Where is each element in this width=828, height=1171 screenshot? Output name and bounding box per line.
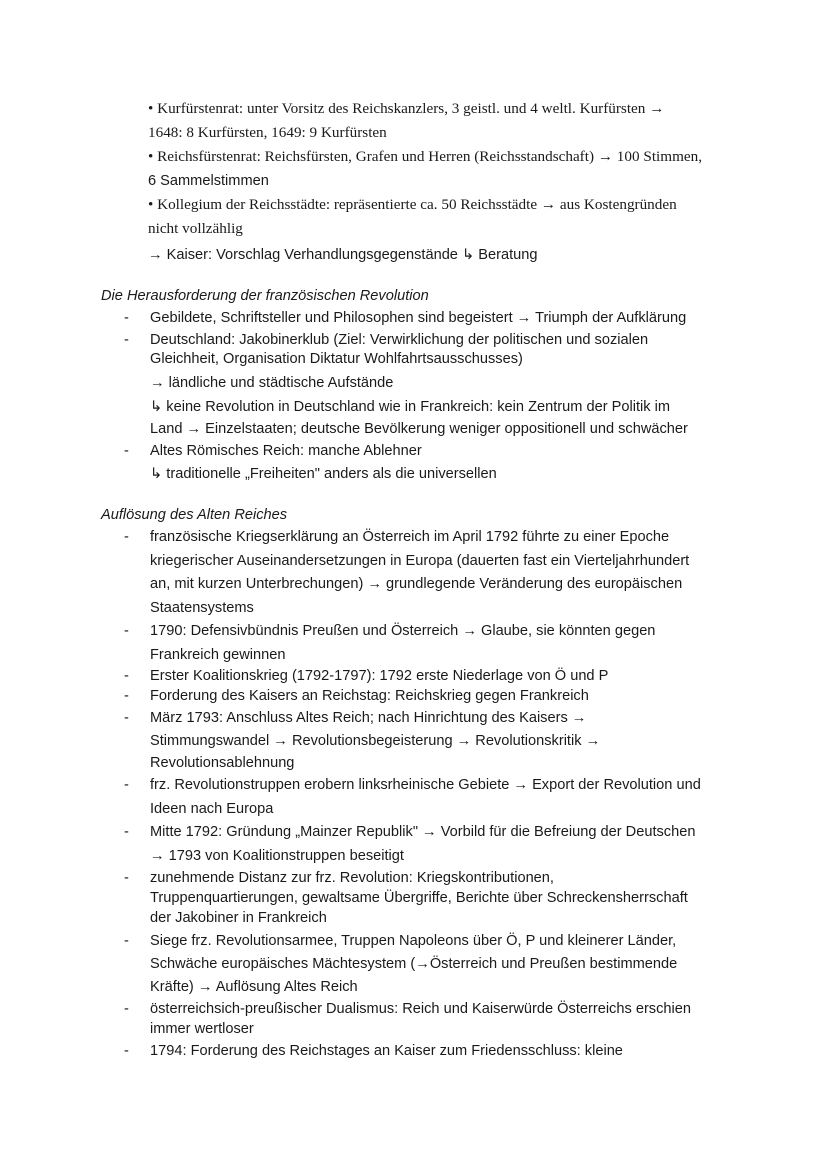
list-item: Gleichheit, Organisation Diktatur Wohlfahrtsausschusses) [150, 351, 523, 367]
kurfuerstenrat-line-2: 1648: 8 Kurfürsten, 1649: 9 Kurfürsten [148, 124, 387, 141]
bullet-dash: - [124, 824, 129, 840]
list-item: Siege frz. Revolutionsarmee, Truppen Napoleons über Ö, P und kleinerer Länder, [150, 933, 677, 949]
list-item: französische Kriegserklärung an Österreich im April 1792 führte zu einer Epoche [150, 529, 670, 545]
list-item: Deutschland: Jakobinerklub (Ziel: Verwirklichung der politischen und sozialen [150, 332, 649, 348]
bullet-dash: - [124, 443, 129, 459]
list-item: der Jakobiner in Frankreich [150, 910, 327, 926]
list-item: ↳ keine Revolution in Deutschland wie in Frankreich: kein Zentrum der Politik im [150, 399, 670, 415]
list-item: zunehmende Distanz zur frz. Revolution: Kriegskontributionen, [150, 870, 554, 886]
list-item: → ländliche und städtische Aufstände [150, 375, 394, 391]
reichsfuerstenrat-line-2: 6 Sammelstimmen [148, 173, 269, 189]
reichsstaedte-line-2: nicht vollzählig [148, 220, 243, 237]
list-item: Revolutionsablehnung [150, 755, 295, 771]
list-item: März 1793: Anschluss Altes Reich; nach Hinrichtung des Kaisers → [150, 710, 587, 726]
kaiser-line: → Kaiser: Vorschlag Verhandlungsgegenstände ↳ Beratung [148, 247, 538, 263]
list-item: 1794: Forderung des Reichstages an Kaiser zum Friedensschluss: kleine [150, 1043, 623, 1059]
bullet-dash: - [124, 1043, 129, 1059]
list-item: kriegerischer Auseinandersetzungen in Europa (dauerten fast ein Vierteljahrhundert [150, 553, 690, 569]
bullet-dash: - [124, 668, 129, 684]
list-item: ↳ traditionelle „Freiheiten" anders als die universellen [150, 466, 497, 482]
list-item: immer wertloser [150, 1021, 254, 1037]
section1-heading: Die Herausforderung der französischen Revolution [101, 288, 429, 304]
list-item: → 1793 von Koalitionstruppen beseitigt [150, 848, 404, 864]
list-item: Erster Koalitionskrieg (1792-1797): 1792 erste Niederlage von Ö und P [150, 668, 609, 684]
list-item: 1790: Defensivbündnis Preußen und Österreich → Glaube, sie könnten gegen [150, 623, 656, 639]
bullet-dash: - [124, 529, 129, 545]
list-item: Stimmungswandel → Revolutionsbegeisterung → Revolutionskritik → [150, 733, 601, 749]
reichsstaedte-line: • Kollegium der Reichsstädte: repräsentierte ca. 50 Reichsstädte → aus Kostengründen [148, 196, 677, 213]
reichsfuerstenrat-line: • Reichsfürstenrat: Reichsfürsten, Grafen und Herren (Reichsstandschaft) → 100 Stimmen, [148, 148, 703, 165]
kurfuerstenrat-line: • Kurfürstenrat: unter Vorsitz des Reichskanzlers, 3 geistl. und 4 weltl. Kurfürsten → [148, 100, 665, 117]
bullet-dash: - [124, 310, 129, 326]
list-item: Truppenquartierungen, gewaltsame Übergriffe, Berichte über Schreckensherrschaft [150, 890, 688, 906]
list-item: Gebildete, Schriftsteller und Philosophen sind begeistert → Triumph der Aufklärung [150, 310, 687, 326]
bullet-dash: - [124, 777, 129, 793]
list-item: Staatensystems [150, 600, 254, 616]
list-item: Altes Römisches Reich: manche Ablehner [150, 443, 422, 459]
list-item: Land → Einzelstaaten; deutsche Bevölkerung weniger oppositionell und schwächer [150, 421, 688, 437]
bullet-dash: - [124, 870, 129, 886]
list-item: Frankreich gewinnen [150, 647, 286, 663]
list-item: frz. Revolutionstruppen erobern linksrheinische Gebiete → Export der Revolution und [150, 777, 701, 793]
list-item: an, mit kurzen Unterbrechungen) → grundlegende Veränderung des europäischen [150, 576, 683, 592]
bullet-dash: - [124, 688, 129, 704]
bullet-dash: - [124, 933, 129, 949]
section2-heading: Auflösung des Alten Reiches [101, 507, 288, 523]
bullet-dash: - [124, 1001, 129, 1017]
list-item: Mitte 1792: Gründung „Mainzer Republik" → Vorbild für die Befreiung der Deutschen [150, 824, 696, 840]
list-item: Forderung des Kaisers an Reichstag: Reichskrieg gegen Frankreich [150, 688, 589, 704]
bullet-dash: - [124, 710, 129, 726]
list-item: Kräfte) → Auflösung Altes Reich [150, 979, 358, 995]
list-item: Ideen nach Europa [150, 801, 274, 817]
bullet-dash: - [124, 623, 129, 639]
list-item: österreichsich-preußischer Dualismus: Reich und Kaiserwürde Österreichs erschien [150, 1001, 691, 1017]
bullet-dash: - [124, 332, 129, 348]
list-item: Schwäche europäisches Mächtesystem (→Österreich und Preußen bestimmende [150, 956, 678, 972]
